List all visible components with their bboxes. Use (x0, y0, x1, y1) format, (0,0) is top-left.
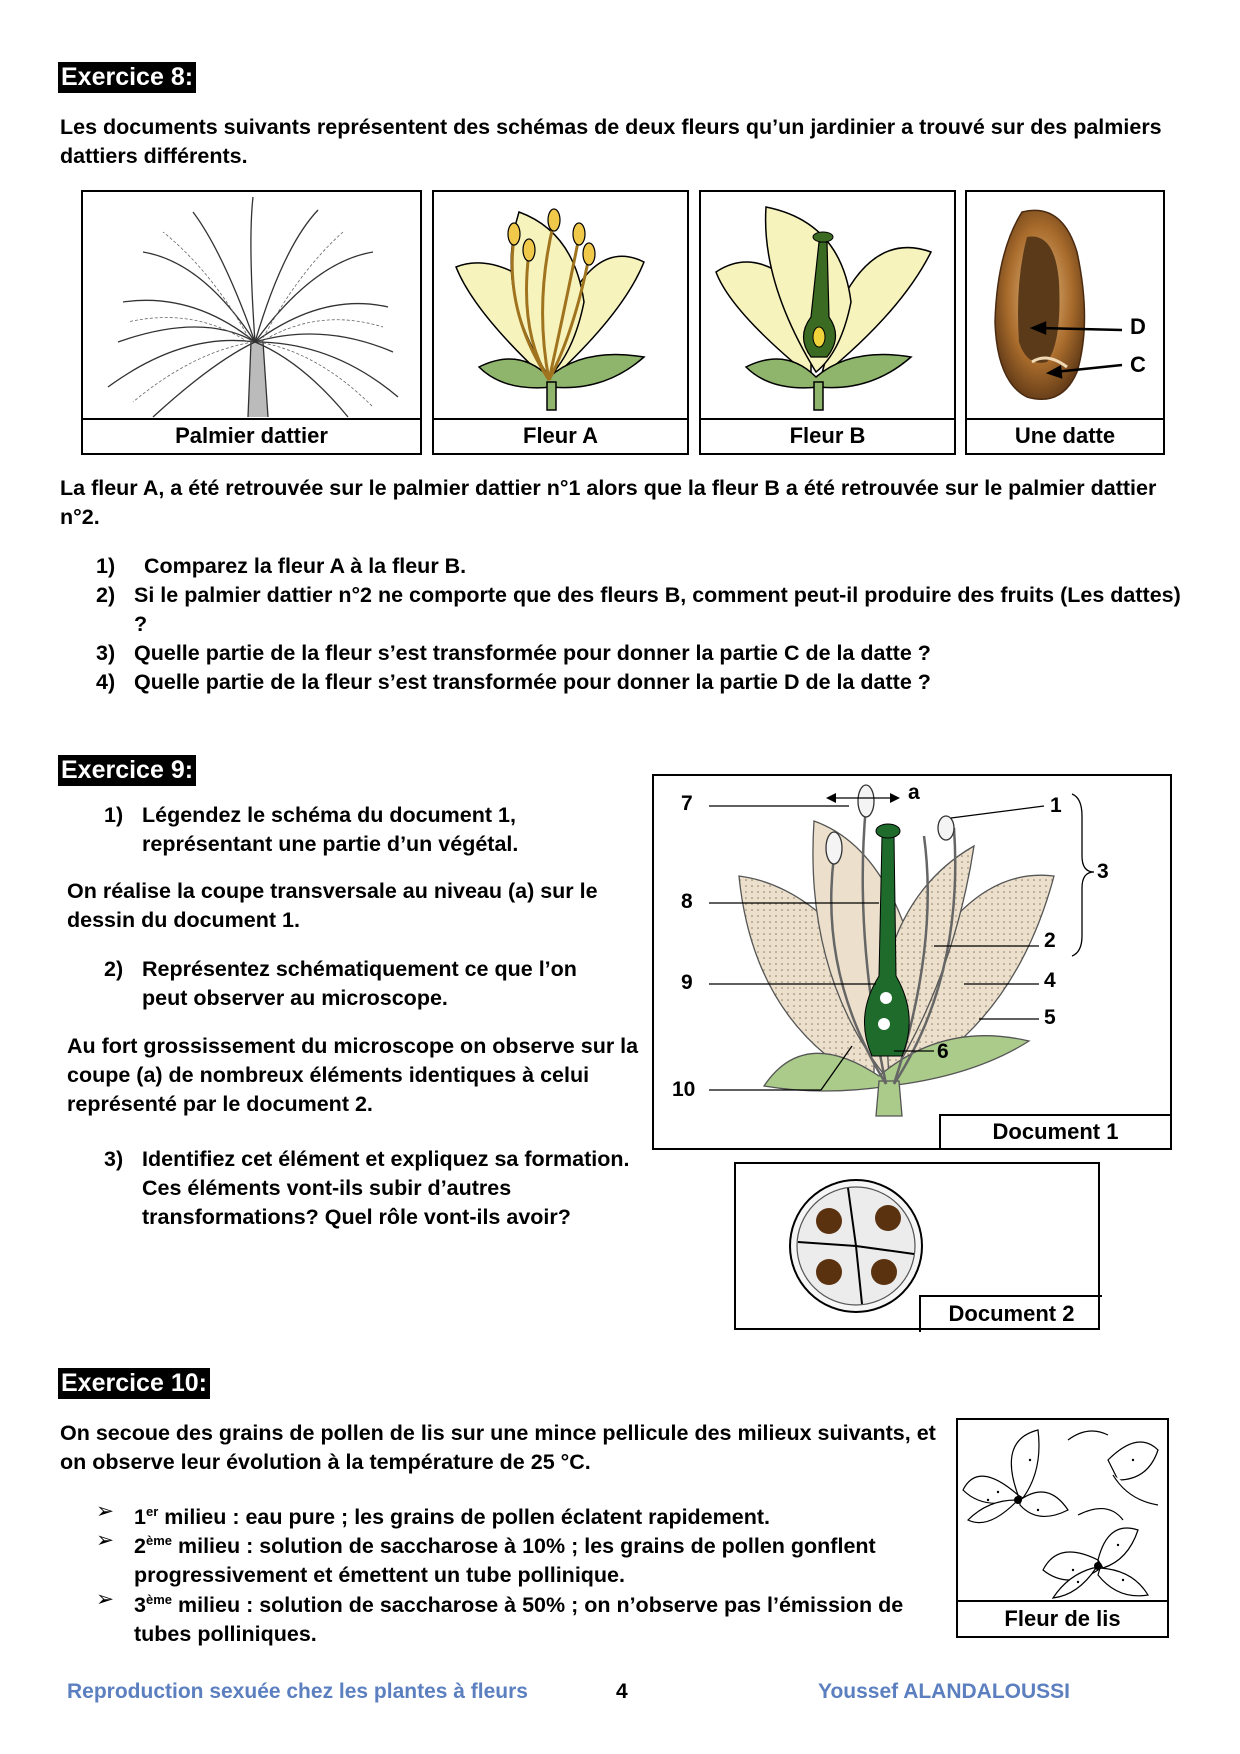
exercise-8-question-4: 4) Quelle partie de la fleur s’est transformée pour donner la partie D de la datte ? (96, 670, 931, 694)
lily-drawing (958, 1420, 1167, 1600)
date-fruit-drawing (967, 192, 1163, 418)
exercise-8-title: Exercice 8: (58, 62, 196, 93)
exercise-9-title: Exercice 9: (58, 755, 196, 786)
arrow-bullet-icon: ➢ (96, 1587, 115, 1611)
flower-section-diagram (654, 776, 1170, 1148)
figure-datte (965, 190, 1165, 455)
doc1-label-3: 3 (1097, 860, 1109, 883)
exercise-8-question-1: 1) Comparez la fleur A à la fleur B. (96, 554, 467, 578)
doc1-label-5: 5 (1044, 1006, 1056, 1029)
exercise-8-question-2: 2) Si le palmier dattier n°2 ne comporte que des fleurs B, comment peut-il produire des fruits (Les dattes) ? (96, 583, 1181, 636)
flower-b-drawing (701, 192, 954, 418)
exercise-10-item-3: ➢ 3ème milieu : solution de saccharose à 50% ; on n’observe pas l’émission de tubes polliniques. (96, 1587, 904, 1647)
figure-palmier (81, 190, 422, 455)
footer-author: Youssef ALANDALOUSSI (818, 1680, 1071, 1703)
exercise-10-item-2: ➢ 2ème milieu : solution de saccharose à 10% ; les grains de pollen gonflent progressivement et émettent un tube pollinique. (96, 1528, 876, 1588)
exercise-9-question-2: 2) Représentez schématiquement ce que l’on peut observer au microscope. (104, 957, 577, 1010)
figure-fleur-a (432, 190, 689, 455)
exercise-8-statement: La fleur A, a été retrouvée sur le palmier dattier n°1 alors que la fleur B a été retrouvée sur le palmier dattier n°2. (60, 476, 1157, 529)
arrow-bullet-icon: ➢ (96, 1499, 115, 1523)
exercise-8-question-3: 3) Quelle partie de la fleur s’est transformée pour donner la partie C de la datte ? (96, 641, 931, 665)
doc1-label-2: 2 (1044, 929, 1056, 952)
document-2-figure (734, 1162, 1100, 1330)
doc1-label-9: 9 (681, 971, 693, 994)
caption-palmier: Palmier dattier (83, 418, 420, 452)
palm-tree-drawing (83, 192, 420, 418)
exercise-8-intro: Les documents suivants représentent des schémas de deux fleurs qu’un jardinier a trouvé sur des palmiers dattiers différents. (60, 115, 1162, 168)
caption-datte: Une datte (967, 418, 1163, 452)
document-1-caption: Document 1 (939, 1114, 1170, 1148)
exercise-10-title: Exercice 10: (58, 1368, 210, 1399)
doc1-label-6: 6 (937, 1040, 949, 1063)
exercise-9-paragraph-1: On réalise la coupe transversale au niveau (a) sur le dessin du document 1. (67, 879, 598, 932)
figure-fleur-de-lis (956, 1418, 1169, 1638)
exercise-10-intro: On secoue des grains de pollen de lis sur une mince pellicule des milieux suivants, et on observe leur évolution à la température de 25 °C. (60, 1421, 936, 1474)
exercise-9-question-3: 3) Identifiez cet élément et expliquez sa formation. Ces éléments vont-ils subir d’autres transformations? Quel rôle vont-ils avoir? (104, 1147, 630, 1229)
doc1-label-1: 1 (1050, 794, 1062, 817)
caption-fleur-de-lis: Fleur de lis (958, 1600, 1167, 1636)
datte-label-c: C (1130, 352, 1146, 377)
doc1-label-a: a (908, 781, 920, 804)
doc1-label-10: 10 (672, 1078, 696, 1101)
document-2-caption: Document 2 (919, 1295, 1102, 1332)
flower-a-drawing (434, 192, 687, 418)
arrow-bullet-icon: ➢ (96, 1528, 115, 1552)
exercise-9-paragraph-2: Au fort grossissement du microscope on observe sur la coupe (a) de nombreux éléments identiques à celui représenté par le document 2. (67, 1034, 639, 1116)
footer-course-title: Reproduction sexuée chez les plantes à fleurs (67, 1680, 528, 1703)
caption-fleur-a: Fleur A (434, 418, 687, 452)
document-1-figure (652, 774, 1172, 1150)
doc1-label-8: 8 (681, 890, 693, 913)
figure-fleur-b (699, 190, 956, 455)
caption-fleur-b: Fleur B (701, 418, 954, 452)
exercise-9-question-1: 1) Légendez le schéma du document 1, représentant une partie d’un végétal. (104, 803, 519, 856)
footer-page-number: 4 (616, 1680, 628, 1703)
doc1-label-7: 7 (681, 792, 693, 815)
exercise-10-item-1: ➢ 1er milieu : eau pure ; les grains de pollen éclatent rapidement. (96, 1499, 770, 1530)
datte-label-d: D (1130, 314, 1146, 339)
doc1-label-4: 4 (1044, 969, 1056, 992)
